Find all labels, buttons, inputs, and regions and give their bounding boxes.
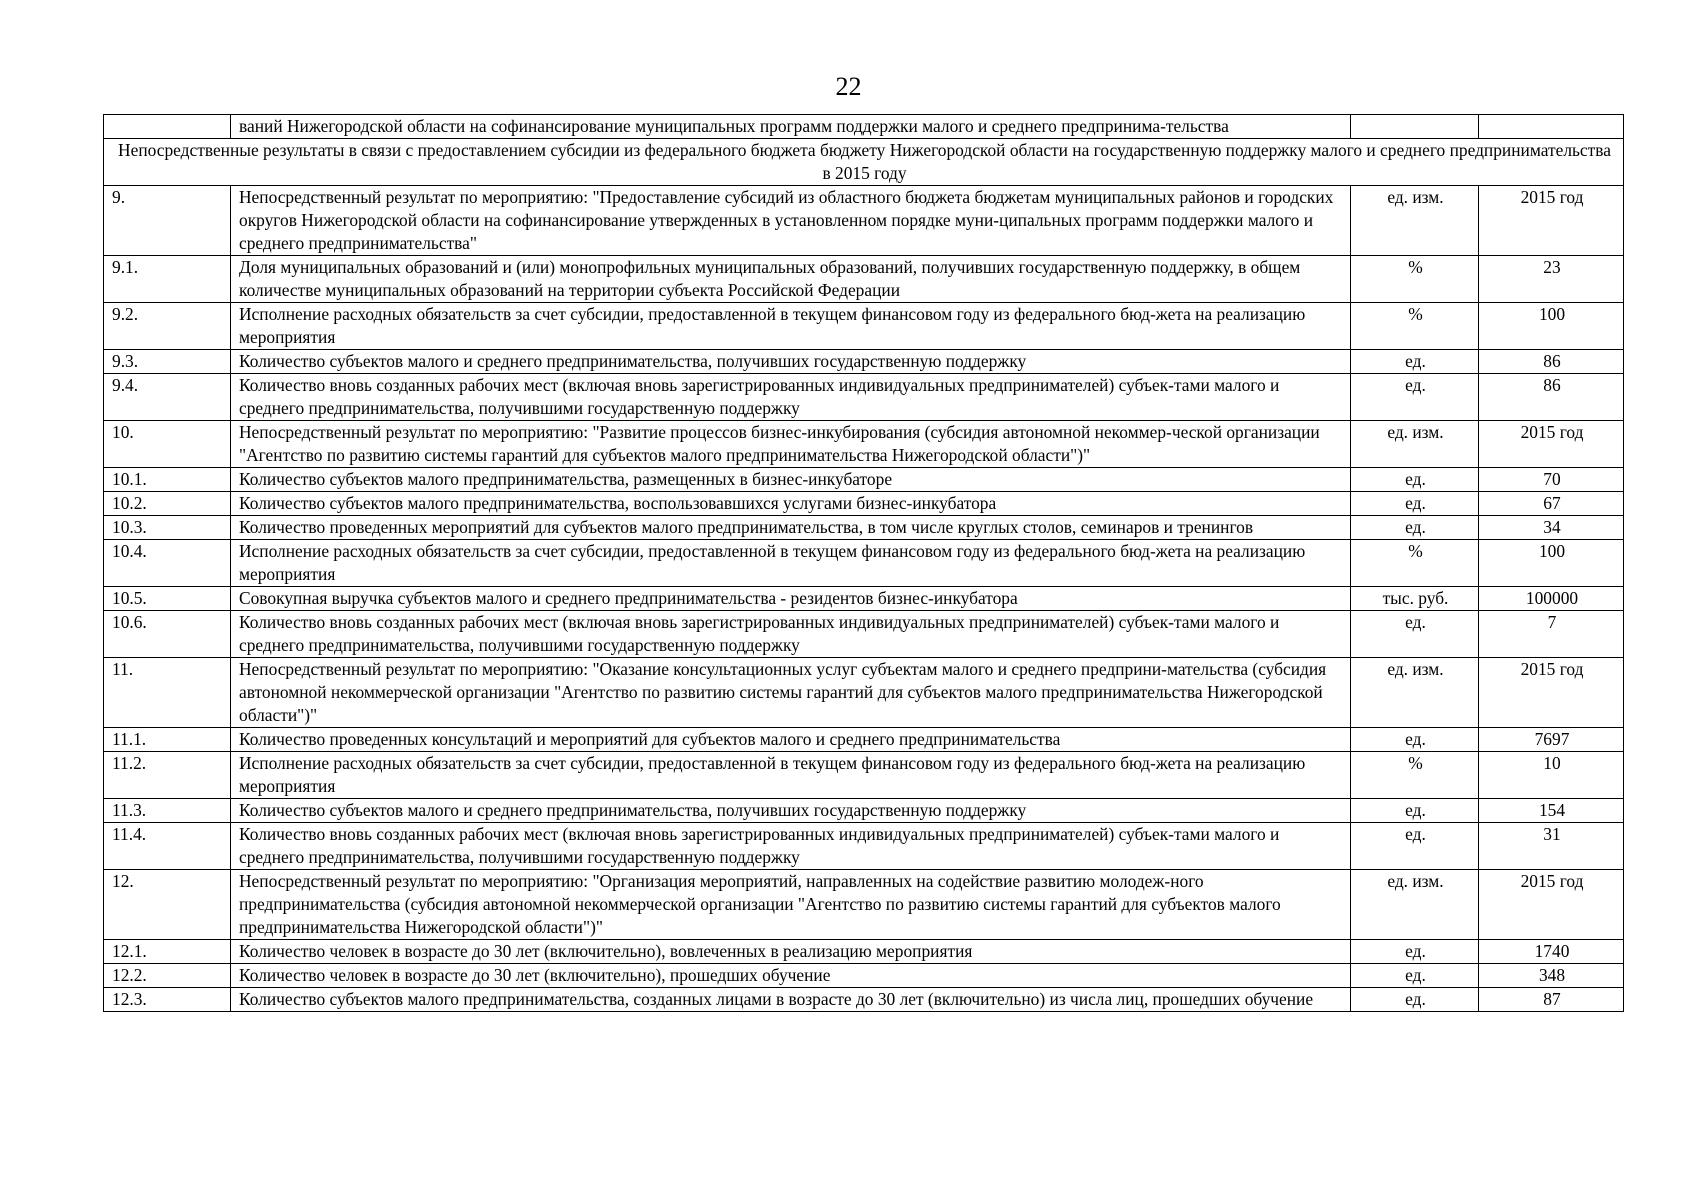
row-unit: ед. <box>1351 940 1479 964</box>
row-number: 11. <box>104 658 231 728</box>
table-row-section-heading <box>104 139 1624 186</box>
row-number: 10. <box>104 421 231 468</box>
row-description: Количество субъектов малого предпринимательства, созданных лицами в возрасте до 30 лет (включительно) из числа лиц, прошедших обучение <box>231 988 1351 1012</box>
row-description: Количество вновь созданных рабочих мест (включая вновь зарегистрированных индивидуальных предпринимателей) субъек-тами малого и среднего предпринимательства, получившими государственную поддержку <box>231 823 1351 870</box>
row-number: 11.1. <box>104 728 231 752</box>
table-row <box>104 728 1624 752</box>
row-description: Количество субъектов малого предпринимательства, размещенных в бизнес-инкубаторе <box>231 468 1351 492</box>
table-row <box>104 374 1624 421</box>
row-value: 100 <box>1479 540 1624 587</box>
row-value: 67 <box>1479 492 1624 516</box>
row-number: 11.3. <box>104 799 231 823</box>
row-unit: % <box>1351 303 1479 350</box>
row-number: 12.2. <box>104 964 231 988</box>
table-row <box>104 540 1624 587</box>
table-row <box>104 940 1624 964</box>
row-unit: ед. <box>1351 823 1479 870</box>
row-number: 9.2. <box>104 303 231 350</box>
table-row <box>104 421 1624 468</box>
table-row <box>104 799 1624 823</box>
row-unit: % <box>1351 256 1479 303</box>
row-number: 10.4. <box>104 540 231 587</box>
page-number: 22 <box>835 72 862 101</box>
row-value: 154 <box>1479 799 1624 823</box>
table-row <box>104 870 1624 940</box>
row-value: 7697 <box>1479 728 1624 752</box>
row-description: Доля муниципальных образований и (или) монопрофильных муниципальных образований, получивших государственную поддержку, в общем количестве муниципальных образований на территории субъекта Российской Федерации <box>231 256 1351 303</box>
row-value: 1740 <box>1479 940 1624 964</box>
row-value: 70 <box>1479 468 1624 492</box>
row-value: 100000 <box>1479 587 1624 611</box>
row-unit: ед. изм. <box>1351 186 1479 256</box>
table-row <box>104 658 1624 728</box>
row-unit: ед. <box>1351 611 1479 658</box>
row-number: 11.2. <box>104 752 231 799</box>
row-unit: ед. изм. <box>1351 658 1479 728</box>
row-number: 11.4. <box>104 823 231 870</box>
row-unit: ед. <box>1351 468 1479 492</box>
row-description: ваний Нижегородской области на софинансирование муниципальных программ поддержки малого и среднего предпринима-тельства <box>231 115 1351 139</box>
row-value: 7 <box>1479 611 1624 658</box>
row-description: Количество субъектов малого и среднего предпринимательства, получивших государственную поддержку <box>231 350 1351 374</box>
table-row <box>104 516 1624 540</box>
row-unit: ед. <box>1351 988 1479 1012</box>
row-description: Совокупная выручка субъектов малого и среднего предпринимательства - резидентов бизнес-инкубатора <box>231 587 1351 611</box>
row-description: Исполнение расходных обязательств за счет субсидии, предоставленной в текущем финансовом году из федерального бюд-жета на реализацию мероприятия <box>231 752 1351 799</box>
row-number: 12. <box>104 870 231 940</box>
table-row <box>104 611 1624 658</box>
row-number: 10.1. <box>104 468 231 492</box>
row-description: Исполнение расходных обязательств за счет субсидии, предоставленной в текущем финансовом году из федерального бюд-жета на реализацию мероприятия <box>231 303 1351 350</box>
row-description: Непосредственный результат по мероприятию: "Предоставление субсидий из областного бюджета бюджетам муниципальных районов и городских округов Нижегородской области на софинансирование утвержденных в установленном порядке муни-ципальных программ поддержки малого и среднего предпринимательства" <box>231 186 1351 256</box>
row-number: 9.4. <box>104 374 231 421</box>
row-description: Количество человек в возрасте до 30 лет (включительно), прошедших обучение <box>231 964 1351 988</box>
row-unit: тыс. руб. <box>1351 587 1479 611</box>
table-row <box>104 964 1624 988</box>
row-unit: ед. <box>1351 492 1479 516</box>
row-value: 34 <box>1479 516 1624 540</box>
row-unit <box>1351 115 1479 139</box>
row-number: 9.3. <box>104 350 231 374</box>
row-description: Количество вновь созданных рабочих мест (включая вновь зарегистрированных индивидуальных предпринимателей) субъек-тами малого и среднего предпринимательства, получившими государственную поддержку <box>231 611 1351 658</box>
row-value: 2015 год <box>1479 421 1624 468</box>
table-row <box>104 492 1624 516</box>
table-row <box>104 303 1624 350</box>
row-value: 23 <box>1479 256 1624 303</box>
row-unit: ед. <box>1351 350 1479 374</box>
row-number: 10.3. <box>104 516 231 540</box>
row-number: 10.5. <box>104 587 231 611</box>
row-description: Количество проведенных мероприятий для субъектов малого предпринимательства, в том числе круглых столов, семинаров и тренингов <box>231 516 1351 540</box>
results-table-body <box>104 115 1624 1012</box>
row-value: 2015 год <box>1479 186 1624 256</box>
row-number: 9. <box>104 186 231 256</box>
row-value: 100 <box>1479 303 1624 350</box>
row-value <box>1479 115 1624 139</box>
table-row <box>104 468 1624 492</box>
row-value: 86 <box>1479 374 1624 421</box>
section-heading: Непосредственные результаты в связи с предоставлением субсидии из федерального бюджета бюджету Нижегородской области на государственную поддержку малого и среднего предпринимательства в 2015 году <box>104 139 1624 186</box>
row-unit: ед. <box>1351 964 1479 988</box>
row-description: Количество вновь созданных рабочих мест (включая вновь зарегистрированных индивидуальных предпринимателей) субъек-тами малого и среднего предпринимательства, получившими государственную поддержку <box>231 374 1351 421</box>
results-table <box>103 114 1624 1012</box>
row-value: 31 <box>1479 823 1624 870</box>
row-unit: ед. изм. <box>1351 421 1479 468</box>
table-row <box>104 752 1624 799</box>
row-unit: ед. <box>1351 516 1479 540</box>
row-value: 2015 год <box>1479 870 1624 940</box>
row-description: Количество проведенных консультаций и мероприятий для субъектов малого и среднего предпринимательства <box>231 728 1351 752</box>
row-number: 10.2. <box>104 492 231 516</box>
row-description: Непосредственный результат по мероприятию: "Развитие процессов бизнес-инкубирования (субсидия автономной некоммер-ческой организации "Агентство по развитию системы гарантий для субъектов малого предпринимательства Нижегородской области")" <box>231 421 1351 468</box>
table-row <box>104 587 1624 611</box>
table-row <box>104 988 1624 1012</box>
table-row <box>104 350 1624 374</box>
row-unit: ед. <box>1351 799 1479 823</box>
row-description: Исполнение расходных обязательств за счет субсидии, предоставленной в текущем финансовом году из федерального бюд-жета на реализацию мероприятия <box>231 540 1351 587</box>
row-description: Количество человек в возрасте до 30 лет (включительно), вовлеченных в реализацию мероприятия <box>231 940 1351 964</box>
row-description: Непосредственный результат по мероприятию: "Оказание консультационных услуг субъектам малого и среднего предприни-мательства (субсидия автономной некоммерческой организации "Агентство по развитию системы гарантий для субъектов малого предпринимательства Нижегородской области")" <box>231 658 1351 728</box>
row-value: 87 <box>1479 988 1624 1012</box>
row-unit: % <box>1351 752 1479 799</box>
table-row <box>104 186 1624 256</box>
table-row <box>104 256 1624 303</box>
row-description: Количество субъектов малого и среднего предпринимательства, получивших государственную поддержку <box>231 799 1351 823</box>
row-number: 12.1. <box>104 940 231 964</box>
table-row-continuation <box>104 115 1624 139</box>
row-value: 10 <box>1479 752 1624 799</box>
table-row <box>104 823 1624 870</box>
row-number: 10.6. <box>104 611 231 658</box>
row-description: Количество субъектов малого предпринимательства, воспользовавшихся услугами бизнес-инкубатора <box>231 492 1351 516</box>
row-unit: ед. <box>1351 374 1479 421</box>
row-unit: ед. изм. <box>1351 870 1479 940</box>
row-unit: % <box>1351 540 1479 587</box>
row-value: 348 <box>1479 964 1624 988</box>
row-description: Непосредственный результат по мероприятию: "Организация мероприятий, направленных на содействие развитию молодеж-ного предпринимательства (субсидия автономной некоммерческой организации "Агентство по развитию системы гарантий для субъектов малого предпринимательства Нижегородской области")" <box>231 870 1351 940</box>
row-number: 12.3. <box>104 988 231 1012</box>
row-number: 9.1. <box>104 256 231 303</box>
row-value: 2015 год <box>1479 658 1624 728</box>
row-value: 86 <box>1479 350 1624 374</box>
row-number <box>104 115 231 139</box>
row-unit: ед. <box>1351 728 1479 752</box>
